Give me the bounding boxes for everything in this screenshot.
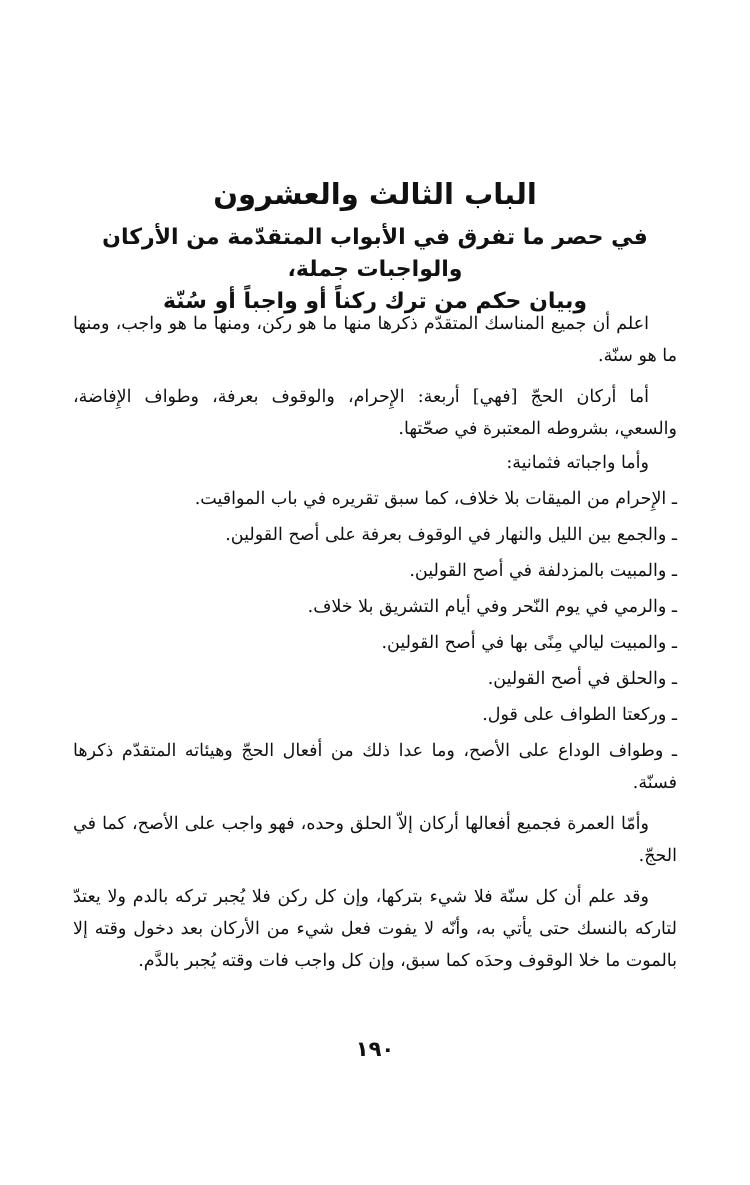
paragraph-rulings: وقد علم أن كل سنّة فلا شيء بتركها، وإن كل ركن فلا يُجبر تركه بالدم ولا يعتدّ لتاركه بالنسك حتى يأتي به، وأنّه لا يفوت فعل شيء من الأركان بعد دخول وقته إلا بالموت ما خلا الوقوف وحدَه كما سبق، وإن كل واجب فات وقته يُجبر بالدَّم. (73, 887, 677, 971)
list-item: ـ والرمي في يوم النّحر وفي أيام التشريق بلا خلاف. (307, 597, 677, 617)
paragraph-pillars: أما أركان الحجّ [فهي] أربعة: الإِحرام، والوقوف بعرفة، وطواف الإِفاضة، والسعي، بشروطه المعتبرة في صحّتها. (73, 387, 677, 439)
paragraph-obligations-intro: وأما واجباته فثمانية: (506, 453, 649, 473)
list-item: ـ والمبيت ليالي مِنًى بها في أصح القولين. (381, 633, 677, 653)
subtitle-line-1: في حصر ما تفرق في الأبواب المتقدّمة من الأركان والواجبات جملة، (102, 225, 648, 282)
subtitle-line-2: وبيان حكم من ترك ركناً أو واجباً أو سُنّة (162, 289, 588, 314)
list-item: ـ والمبيت بالمزدلفة في أصح القولين. (409, 561, 677, 581)
paragraph-intro: اعلم أن جميع المناسك المتقدّم ذكرها منها ما هو ركن، ومنها ما هو واجب، ومنها ما هو سنّة. (73, 314, 677, 366)
list-item: ـ وطواف الوداع على الأصح، وما عدا ذلك من أفعال الحجّ وهيئاته المتقدّم ذكرها فسنّة. (73, 741, 677, 793)
list-item: ـ الإِحرام من الميقات بلا خلاف، كما سبق تقريره في باب المواقيت. (194, 489, 677, 509)
list-item: ـ والحلق في أصح القولين. (487, 669, 677, 689)
body-text (73, 308, 677, 977)
chapter-title: الباب الثالث والعشرون (213, 177, 537, 211)
list-item: ـ وركعتا الطواف على قول. (482, 705, 677, 725)
list-item: ـ والجمع بين الليل والنهار في الوقوف بعرفة على أصح القولين. (225, 525, 677, 545)
page-number: ١٩٠ (355, 1037, 395, 1061)
paragraph-umrah: وأمّا العمرة فجميع أفعالها أركان إلاّ الحلق وحده، فهو واجب على الأصح، كما في الحجّ. (73, 814, 677, 866)
chapter-subtitle (60, 222, 690, 318)
